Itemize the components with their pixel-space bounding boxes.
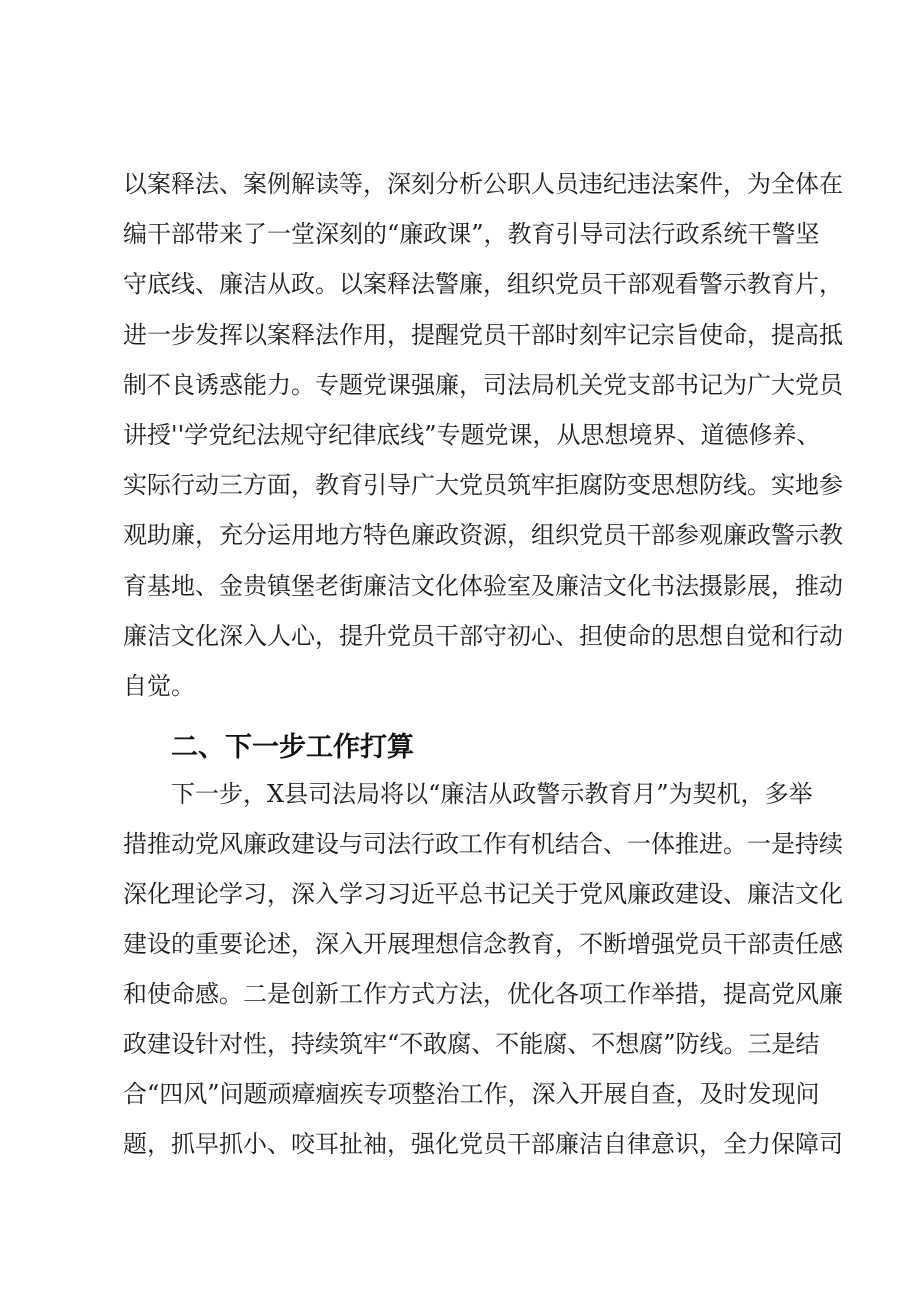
paragraph-1-line-10: 廉洁文化深入人心，提升党员干部守初心、担使命的思想自觉和行动 bbox=[123, 622, 843, 650]
paragraph-1-line-2: 编干部带来了一堂深刻的“廉政课”，教育引导司法行政系统干警坚 bbox=[123, 220, 820, 248]
paragraph-2-line-2: 措推动党风廉政建设与司法行政工作有机结合、一体推进。一是持续 bbox=[123, 830, 843, 858]
paragraph-1-line-9: 育基地、金贵镇堡老街廉洁文化体验室及廉洁文化书法摄影展，推动 bbox=[123, 572, 843, 600]
paragraph-1-line-3: 守底线、廉洁从政。以案释法警廉，组织党员干部观看警示教育片， bbox=[123, 270, 843, 298]
paragraph-2-line-7: 合“四风”问题顽瘴痼疾专项整治工作，深入开展自查，及时发现问 bbox=[123, 1080, 820, 1108]
paragraph-1-line-8: 观助廉，充分运用地方特色廉政资源，组织党员干部参观廉政警示教 bbox=[123, 521, 843, 549]
paragraph-2-line-4: 建设的重要论述，深入开展理想信念教育，不断增强党员干部责任感 bbox=[123, 930, 843, 958]
section-heading: 二、下一步工作打算 bbox=[171, 732, 414, 763]
paragraph-2-line-3: 深化理论学习，深入学习习近平总书记关于党风廉政建设、廉洁文化 bbox=[123, 880, 843, 908]
paragraph-1-line-11: 自觉。 bbox=[123, 672, 195, 700]
paragraph-2-line-6: 政建设针对性，持续筑牢“不敢腐、不能腐、不想腐”防线。三是结 bbox=[123, 1030, 820, 1058]
paragraph-1-line-4: 进一步发挥以案释法作用，提醒党员干部时刻牢记宗旨使命，提高抵 bbox=[123, 321, 843, 349]
paragraph-2-line-5: 和使命感。二是创新工作方式方法，优化各项工作举措，提高党风廉 bbox=[123, 980, 843, 1008]
paragraph-1-line-6: 讲授''学党纪法规守纪律底线”专题党课，从思想境界、道德修养、 bbox=[123, 421, 821, 449]
paragraph-1-line-1: 以案释法、案例解读等，深刻分析公职人员违纪违法案件，为全体在 bbox=[123, 170, 843, 198]
paragraph-1-line-7: 实际行动三方面，教育引导广大党员筑牢拒腐防变思想防线。实地参 bbox=[123, 471, 843, 499]
paragraph-2-line-8: 题，抓早抓小、咬耳扯袖，强化党员干部廉洁自律意识，全力保障司 bbox=[123, 1130, 843, 1158]
paragraph-1-line-5: 制不良诱惑能力。专题党课强廉，司法局机关党支部书记为广大党员 bbox=[123, 371, 843, 399]
paragraph-2-line-1: 下一步，X县司法局将以“廉洁从政警示教育月”为契机，多举 bbox=[171, 780, 813, 808]
